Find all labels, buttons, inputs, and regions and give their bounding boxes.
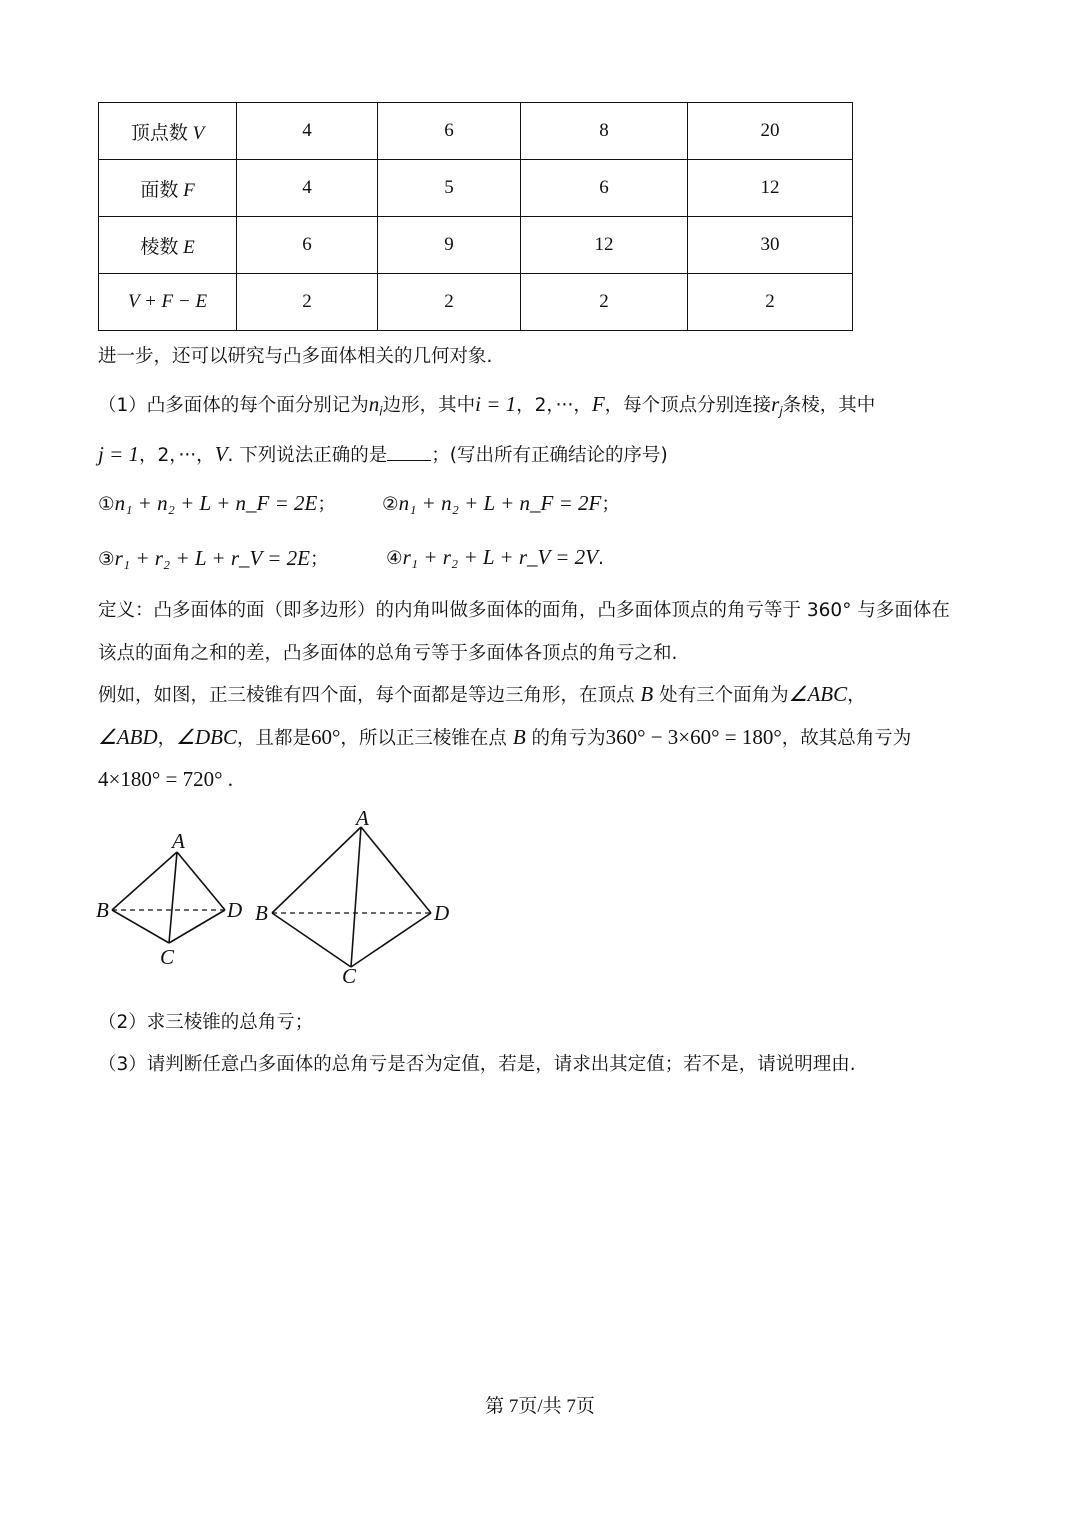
label-B: B bbox=[255, 901, 268, 925]
label-A: A bbox=[172, 829, 185, 853]
example-line-3: 4×180° = 720° . bbox=[98, 767, 233, 791]
definition-line-2: 该点的面角之和的差，凸多面体的总角亏等于多面体各顶点的角亏之和. bbox=[98, 643, 678, 664]
table-cell: 4 bbox=[237, 160, 378, 217]
table-row bbox=[99, 217, 853, 274]
tetrahedron-right bbox=[272, 827, 431, 967]
row-header: V + F − E bbox=[99, 274, 237, 331]
label-B: B bbox=[96, 898, 109, 922]
table-cell: 6 bbox=[237, 217, 378, 274]
table-cell: 12 bbox=[521, 217, 688, 274]
table-cell: 4 bbox=[237, 103, 378, 160]
label-D: D bbox=[227, 898, 243, 922]
page-footer: 第 7页/共 7页 bbox=[485, 1396, 595, 1417]
table-cell: 30 bbox=[688, 217, 853, 274]
table-row bbox=[99, 103, 853, 160]
table-cell: 9 bbox=[378, 217, 521, 274]
row-header: 面数 F bbox=[99, 160, 237, 217]
table-cell: 2 bbox=[521, 274, 688, 331]
table-cell: 20 bbox=[688, 103, 853, 160]
question-1-line-2: j = 1，2，···，V. 下列说法正确的是 ；(写出所有正确结论的序号) bbox=[98, 442, 668, 466]
intro-text: 进一步，还可以研究与凸多面体相关的几何对象. bbox=[98, 346, 493, 367]
definition-line-1: 定义：凸多面体的面（即多边形）的内角叫做多面体的面角，凸多面体顶点的角亏等于 360° 与多面体在 bbox=[98, 600, 950, 621]
label-C: C bbox=[160, 945, 175, 969]
table-cell: 2 bbox=[378, 274, 521, 331]
example-line-2: ∠ABD，∠DBC，且都是60°，所以正三棱锥在点 B 的角亏为360° − 3×60° = 180°，故其总角亏为 bbox=[98, 725, 912, 749]
question-2: （2）求三棱锥的总角亏； bbox=[98, 1012, 314, 1033]
label-C: C bbox=[342, 964, 357, 988]
question-3: （3）请判断任意凸多面体的总角亏是否为定值，若是，请求出其定值；若不是，请说明理由. bbox=[98, 1054, 856, 1075]
row-header: 棱数 E bbox=[99, 217, 237, 274]
table-cell: 12 bbox=[688, 160, 853, 217]
label-A: A bbox=[356, 806, 369, 830]
option-1: ①n₁ + n₂ + L + n_F = 2E； bbox=[98, 491, 336, 515]
label-D: D bbox=[434, 901, 450, 925]
answer-blank bbox=[387, 442, 431, 461]
table-cell: 8 bbox=[521, 103, 688, 160]
table-cell: 2 bbox=[688, 274, 853, 331]
table-cell: 6 bbox=[521, 160, 688, 217]
tetrahedron-figures bbox=[90, 805, 470, 990]
question-1-line-1: （1）凸多面体的每个面分别记为$n_i$边形，其中i = 1，2，···，F，每个顶点分别连接$r_j$条棱，其中 bbox=[98, 392, 876, 419]
option-4: ④r₁ + r₂ + L + r_V = 2V. bbox=[386, 545, 604, 569]
example-line-1: 例如，如图，正三棱锥有四个面，每个面都是等边三角形，在顶点 B 处有三个面角为∠ABC， bbox=[98, 682, 866, 706]
table-row bbox=[99, 274, 853, 331]
table-row bbox=[99, 160, 853, 217]
tetrahedron-left bbox=[112, 852, 225, 943]
table-cell: 6 bbox=[378, 103, 521, 160]
table-cell: 2 bbox=[237, 274, 378, 331]
option-3: ③r₁ + r₂ + L + r_V = 2E； bbox=[98, 546, 329, 570]
euler-table bbox=[98, 102, 853, 331]
table-cell: 5 bbox=[378, 160, 521, 217]
row-header: 顶点数 V bbox=[99, 103, 237, 160]
option-2: ②n₁ + n₂ + L + n_F = 2F； bbox=[382, 491, 620, 515]
